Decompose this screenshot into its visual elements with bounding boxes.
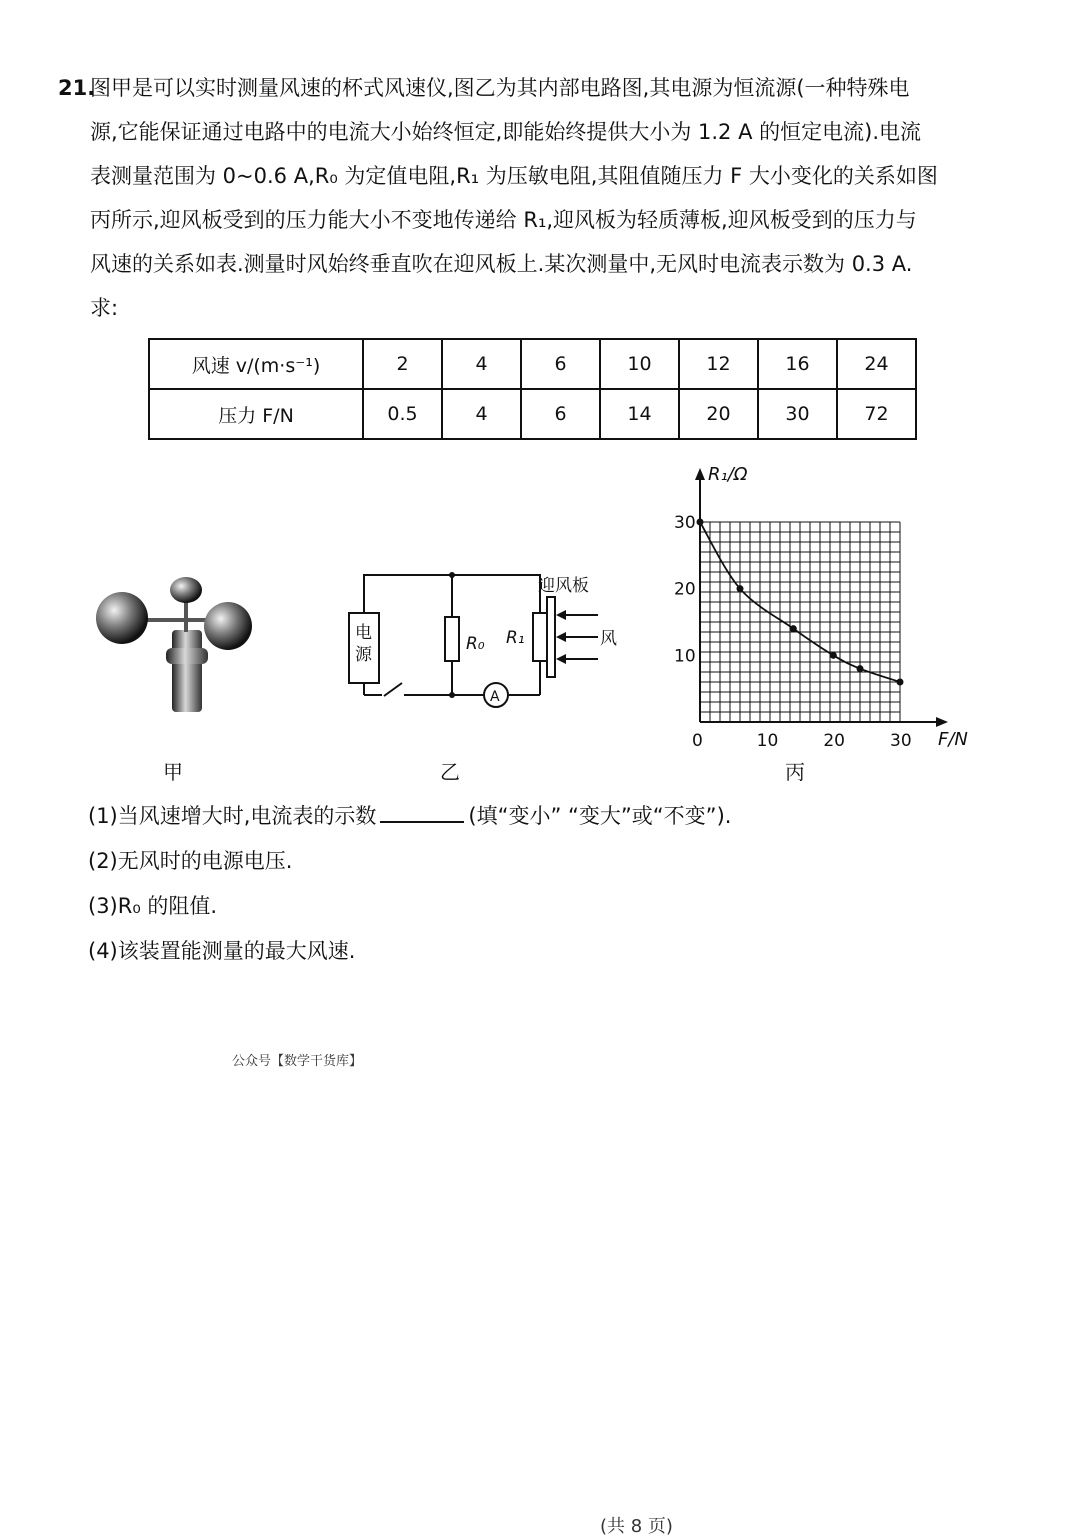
source-label-bottom: 源 (355, 645, 372, 665)
sub-question-1-hint: (填“变小” “变大”或“不变”). (468, 804, 732, 828)
chart-point (857, 665, 864, 672)
table-cell: 30 (758, 389, 837, 439)
x-axis-arrow (936, 717, 948, 727)
table-row (149, 339, 916, 389)
footer-watermark: 公众号【数学干货库】 (232, 1054, 363, 1069)
question-number: 21. (58, 76, 96, 100)
chart-ylabel: R₁/Ω (708, 464, 748, 485)
table-cell: 2 (363, 339, 442, 389)
y-tick-label: 10 (674, 646, 696, 667)
resistance-force-chart (660, 460, 980, 760)
sub-question-1 (88, 800, 731, 830)
table-cell: 6 (521, 339, 600, 389)
table-cell: 12 (679, 339, 758, 389)
sub-question-1-text: (1)当风速增大时,电流表的示数 (88, 804, 377, 828)
table-cell: 4 (442, 389, 521, 439)
y-tick-label: 30 (674, 513, 696, 533)
chart-point (897, 679, 904, 686)
ammeter-label: A (490, 689, 500, 705)
chart-point (830, 652, 837, 659)
table-header-force: 压力 F/N (149, 389, 363, 439)
table-cell: 20 (679, 389, 758, 439)
chart-grid (700, 522, 900, 722)
figure-label-yi: 乙 (440, 760, 460, 784)
question-line-6: 求: (90, 296, 119, 320)
table-cell: 4 (442, 339, 521, 389)
r0-label: R₀ (466, 634, 485, 654)
x-tick-label: 30 (890, 731, 912, 751)
wind-label: 风 (600, 629, 617, 649)
r1-label: R₁ (506, 628, 525, 648)
answer-blank[interactable] (380, 801, 464, 823)
sub-question-4: (4)该装置能测量的最大风速. (88, 939, 356, 963)
table-header-speed: 风速 v/(m·s⁻¹) (149, 339, 363, 389)
question-line-4: 丙所示,迎风板受到的压力能大小不变地传递给 R₁,迎风板为轻质薄板,迎风板受到的压力与 (90, 208, 917, 232)
table-row (149, 389, 916, 439)
chart-point (737, 585, 744, 592)
source-label-top: 电 (355, 623, 372, 643)
y-tick-label: 20 (674, 579, 696, 600)
chart-axes (695, 468, 948, 727)
table-cell: 10 (600, 339, 679, 389)
y-axis-arrow (695, 468, 705, 480)
x-tick-label: 10 (756, 731, 779, 751)
table-cell: 0.5 (363, 389, 442, 439)
board-label: 迎风板 (538, 576, 589, 596)
sub-question-3: (3)R₀ 的阻值. (88, 894, 218, 918)
table-cell: 16 (758, 339, 837, 389)
circuit-diagram (340, 565, 640, 725)
question-line-2: 源,它能保证通过电路中的电流大小始终恒定,即能始终提供大小为 1.2 A 的恒定电流).电流 (90, 120, 922, 144)
x-tick-label: 0 (692, 731, 703, 751)
question-line-5: 风速的关系如表.测量时风始终垂直吹在迎风板上.某次测量中,无风时电流表示数为 0.3 A. (90, 252, 913, 276)
question-line-1: 图甲是可以实时测量风速的杯式风速仪,图乙为其内部电路图,其电源为恒流源(一种特殊电 (90, 76, 910, 100)
page-number: (共 8 页) (600, 1516, 673, 1537)
anemometer-illustration (90, 570, 265, 715)
table-cell: 72 (837, 389, 916, 439)
chart-xlabel: F/N (938, 729, 968, 750)
table-cell: 14 (600, 389, 679, 439)
sub-question-2: (2)无风时的电源电压. (88, 849, 293, 873)
table-cell: 24 (837, 339, 916, 389)
table-cell: 6 (521, 389, 600, 439)
chart-point (697, 519, 704, 526)
x-tick-label: 20 (823, 731, 845, 751)
chart-point (790, 625, 797, 632)
figure-label-bing: 丙 (785, 760, 805, 784)
wind-pressure-table (148, 338, 917, 440)
figure-label-jia: 甲 (163, 760, 183, 784)
question-line-3: 表测量范围为 0~0.6 A,R₀ 为定值电阻,R₁ 为压敏电阻,其阻值随压力 F 大小变化的关系如图 (90, 164, 938, 188)
